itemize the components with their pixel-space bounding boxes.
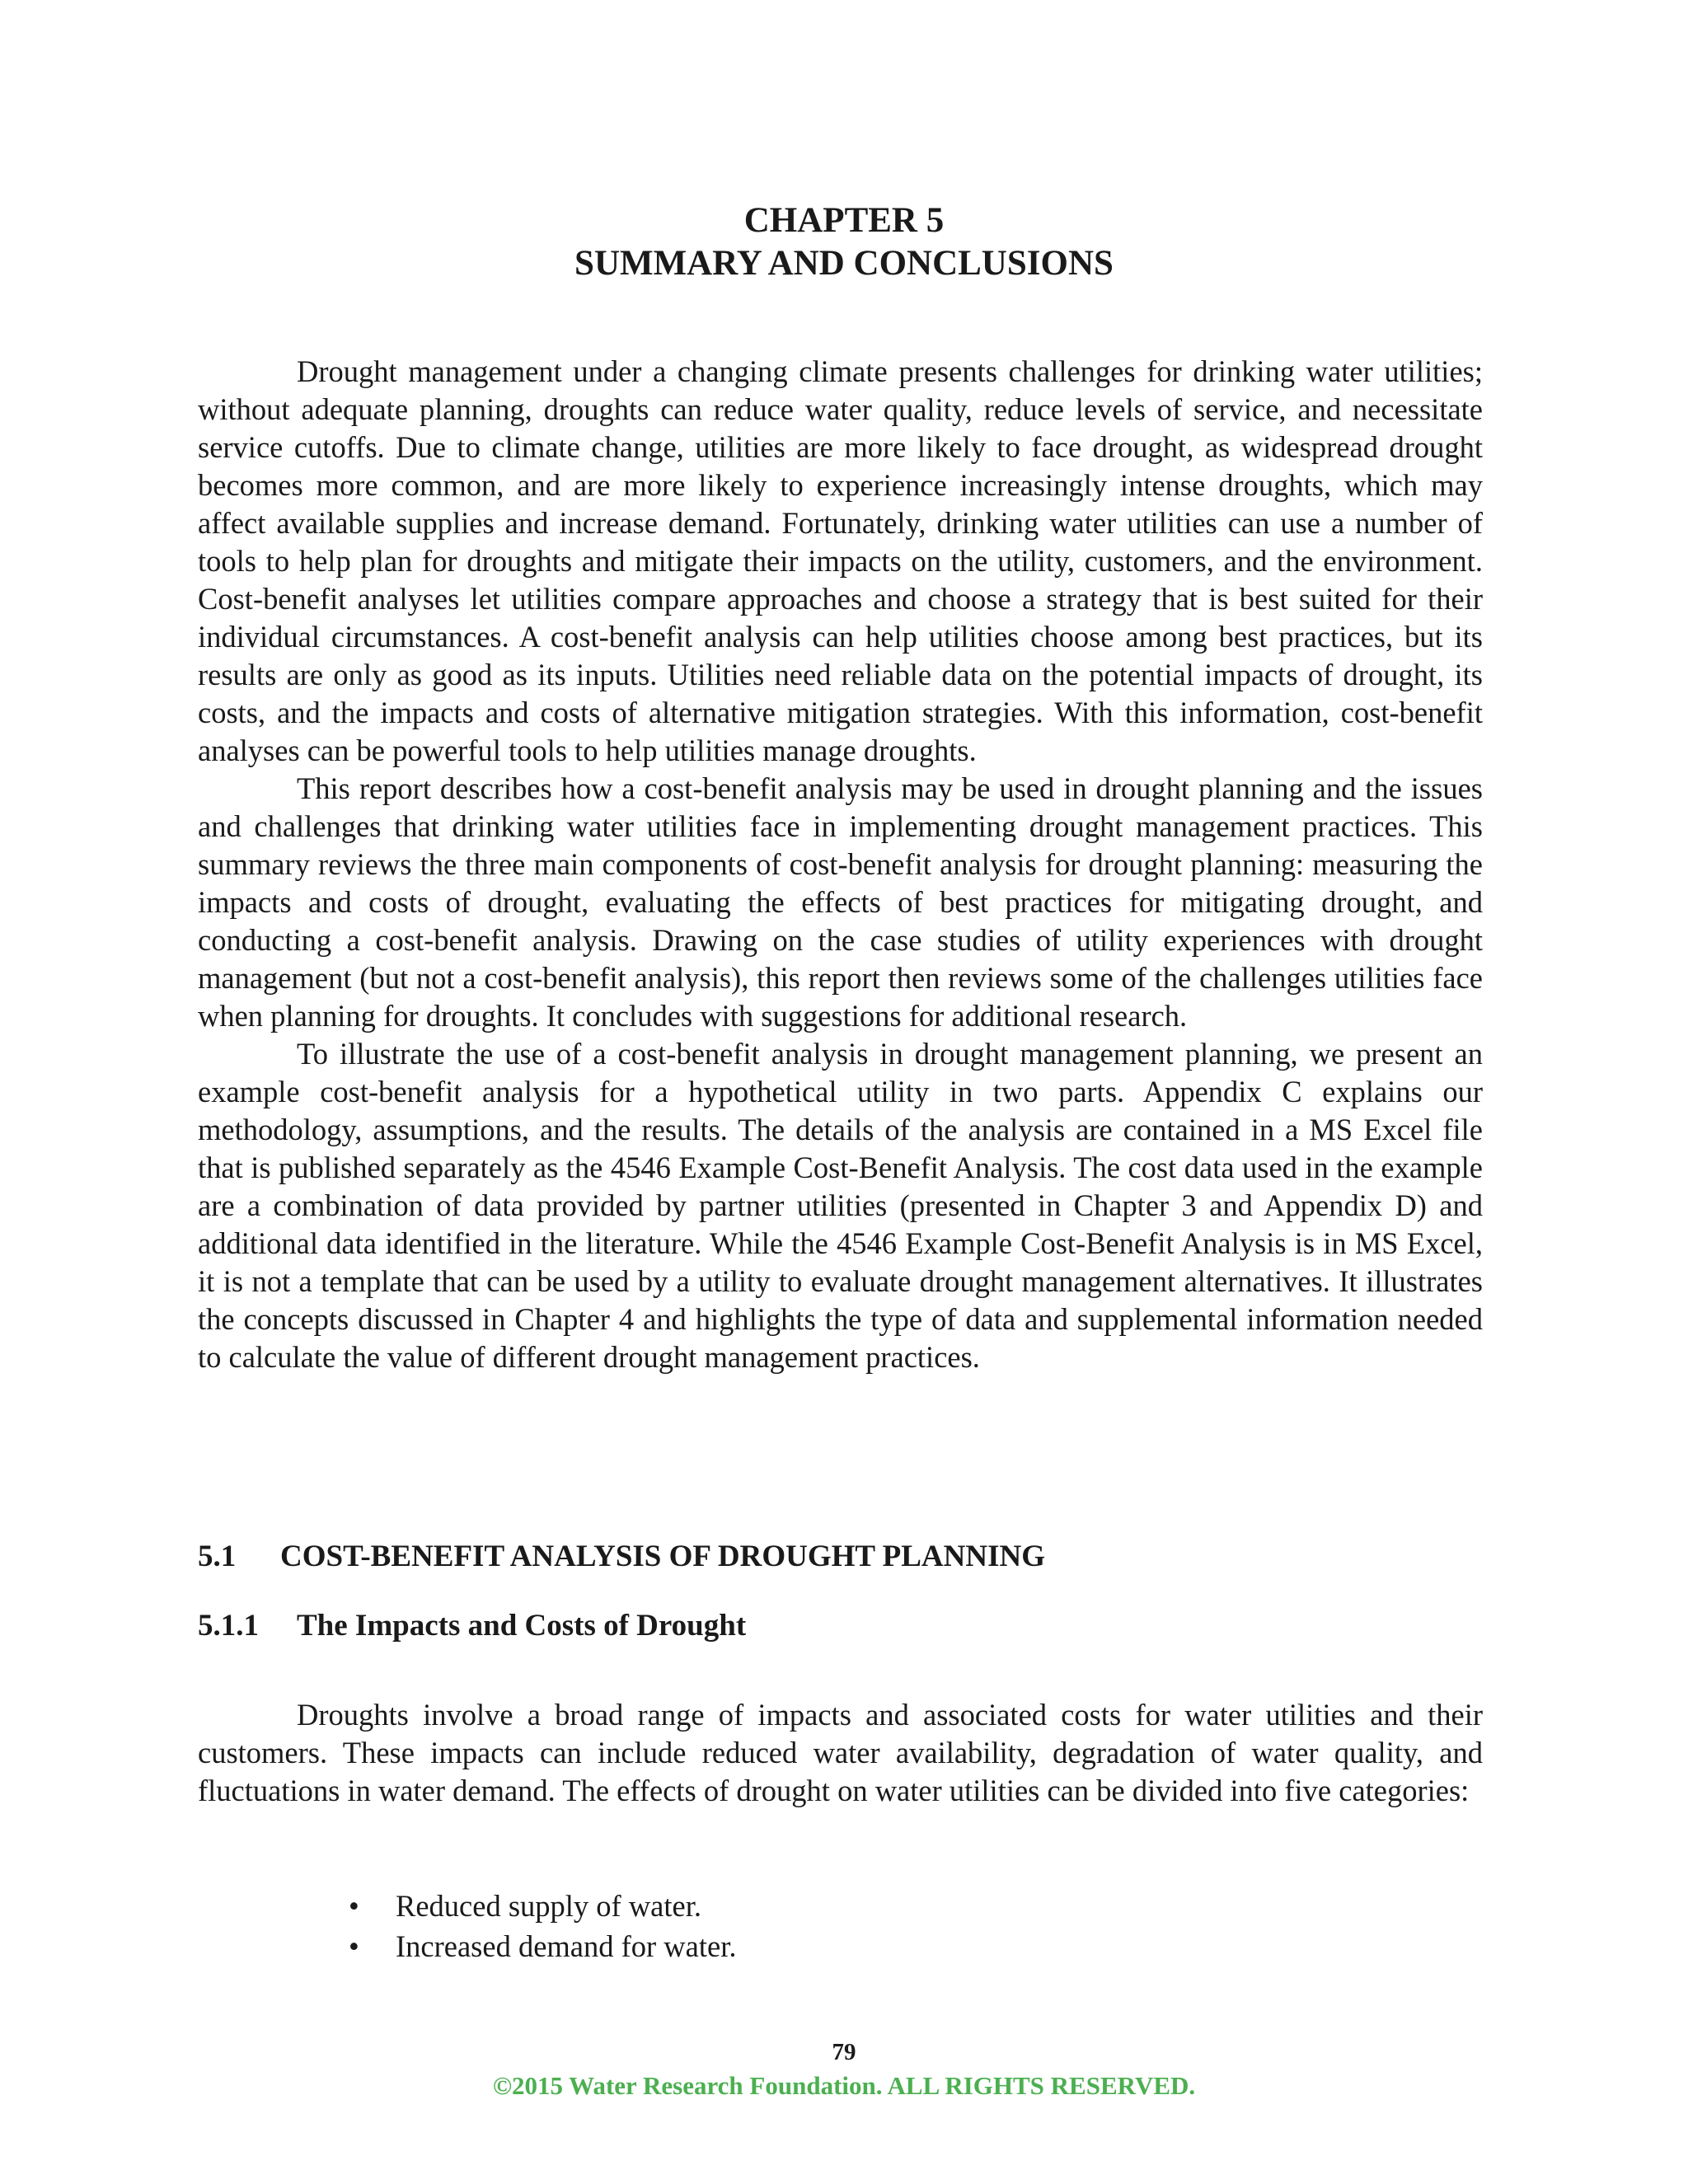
subsection-heading <box>198 1607 746 1645</box>
chapter-number: CHAPTER 5 <box>743 201 945 240</box>
bullet-icon: • <box>349 1889 359 1923</box>
subsection-paragraph: Droughts involve a broad range of impacts and associated costs for water utilities and their customers. These impacts can include reduced water availability, degradation of water quality, and fluctuations in water demand. The effects of drought on water utilities can be divided into five categories: <box>198 1698 1483 1807</box>
bullet-icon: • <box>349 1929 359 1963</box>
intro-text <box>198 353 1483 1376</box>
intro-paragraph-3: To illustrate the use of a cost-benefit analysis in drought management planning, we present an example cost-benefit analysis for a hypothetical utility in two parts. Appendix C explains our methodology, assumptions, and the results. The details of the analysis are contained in a MS Excel file that is published separately as the 4546 Example Cost-Benefit Analysis. The cost data used in the example are a combination of data provided by partner utilities (presented in Chapter 3 and Appendix D) and additional data identified in the literature. While the 4546 Example Cost-Benefit Analysis is in MS Excel, it is not a template that can be used by a utility to evaluate drought management alternatives. It illustrates the concepts discussed in Chapter 4 and highlights the type of data and supplemental information needed to calculate the value of different drought management practices. <box>198 1037 1483 1374</box>
copyright-notice: ©2015 Water Research Foundation. ALL RIGHTS RESERVED. <box>492 2071 1196 2100</box>
intro-paragraph-2: This report describes how a cost-benefit analysis may be used in drought planning and the issues and challenges that drinking water utilities face in implementing drought management practices. This summary reviews the three main components of cost-benefit analysis for drought planning: measuring the impacts and costs of drought, evaluating the effects of best practices for mitigating drought, and conducting a cost-benefit analysis. Drawing on the case studies of utility experiences with drought management (but not a cost-benefit analysis), this report then reviews some of the challenges utilities face when planning for droughts. It concludes with suggestions for additional research. <box>198 771 1483 1033</box>
chapter-title: SUMMARY AND CONCLUSIONS <box>574 244 1114 283</box>
list-item <box>346 1926 736 1966</box>
drought-effects-list <box>346 1886 736 1966</box>
section-heading <box>198 1538 1045 1576</box>
page-number: 79 <box>832 2039 856 2065</box>
list-item-text: Increased demand for water. <box>396 1929 737 1963</box>
section-title: COST-BENEFIT ANALYSIS OF DROUGHT PLANNING <box>280 1540 1045 1573</box>
intro-paragraph-1: Drought management under a changing climate presents challenges for drinking water utilities; without adequate planning, droughts can reduce water quality, reduce levels of service, and necessitate service cutoffs. Due to climate change, utilities are more likely to face drought, as widespread drought becomes more common, and are more likely to experience increasingly intense droughts, which may affect available supplies and increase demand. Fortunately, drinking water utilities can use a number of tools to help plan for droughts and mitigate their impacts on the utility, customers, and the environment. Cost-benefit analyses let utilities compare approaches and choose a strategy that is best suited for their individual circumstances. A cost-benefit analysis can help utilities choose among best practices, but its results are only as good as its inputs. Utilities need reliable data on the potential impacts of drought, its costs, and the impacts and costs of alternative mitigation strategies. With this information, cost-benefit analyses can be powerful tools to help utilities manage droughts. <box>198 354 1483 767</box>
list-item <box>346 1886 736 1926</box>
subsection-text <box>198 1696 1483 1810</box>
section-number: 5.1 <box>198 1540 237 1573</box>
list-item-text: Reduced supply of water. <box>396 1889 701 1923</box>
subsection-number: 5.1.1 <box>198 1609 259 1643</box>
subsection-title: The Impacts and Costs of Drought <box>297 1609 747 1643</box>
